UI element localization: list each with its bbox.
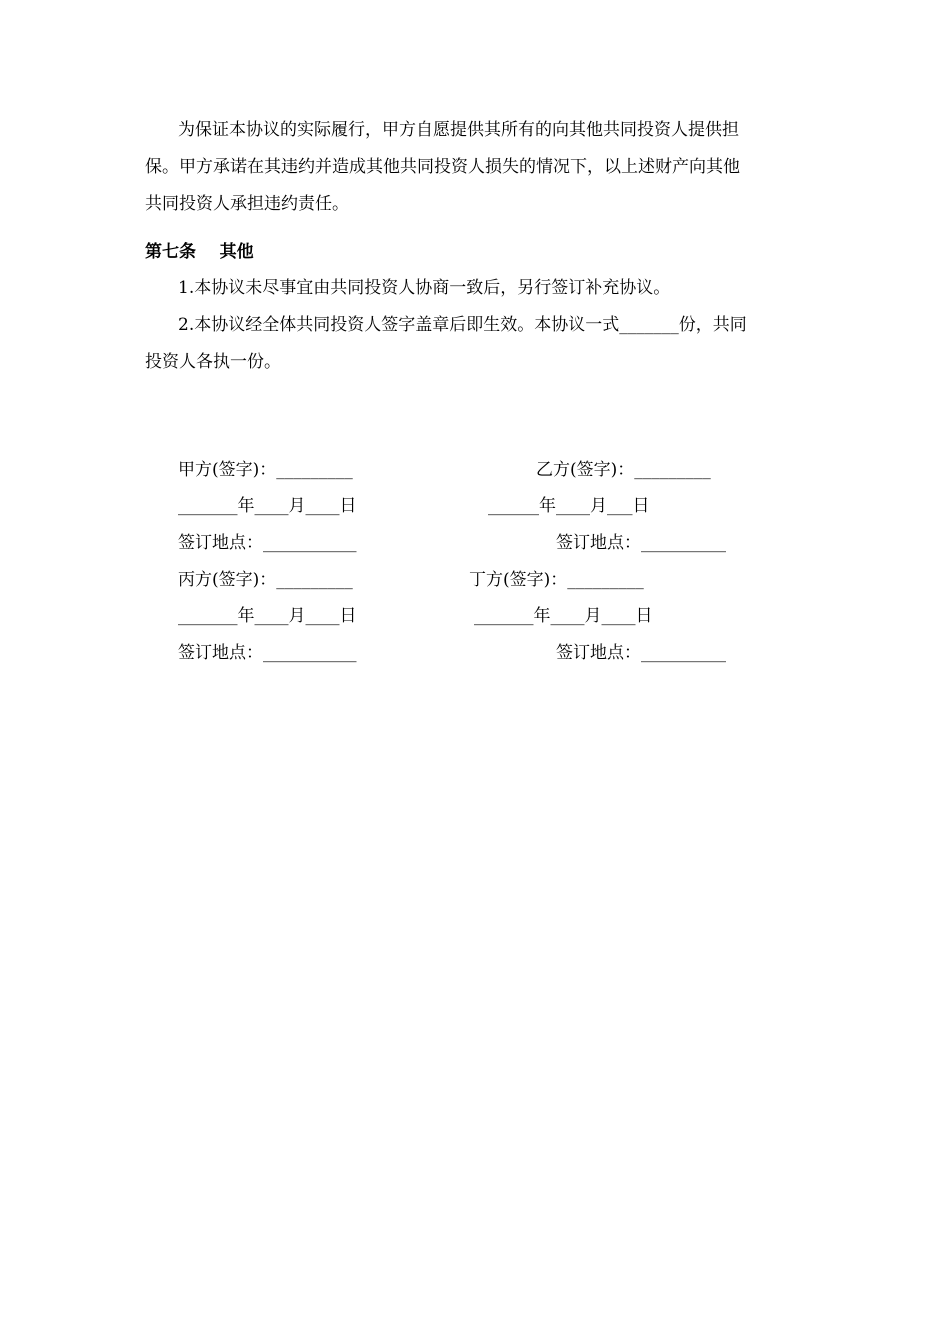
party-b-date-field: ______年____月___日 xyxy=(488,496,650,516)
party-b-place-field: 签订地点：__________ xyxy=(556,533,726,553)
party-d-place-field: 签订地点：__________ xyxy=(556,643,726,663)
article-7-item-2-line-1: 2.本协议经全体共同投资人签字盖章后即生效。本协议一式_______份，共同 xyxy=(178,315,747,335)
article-7-item-2-line-2: 投资人各执一份。 xyxy=(145,352,281,372)
article-7-item-1: 1.本协议未尽事宜由共同投资人协商一致后，另行签订补充协议。 xyxy=(178,278,671,298)
article-7-heading: 第七条 其他 xyxy=(145,242,254,262)
guarantee-paragraph-line-3: 共同投资人承担违约责任。 xyxy=(145,194,349,214)
party-d-signature-field: 丁方(签字)：_________ xyxy=(469,570,644,590)
guarantee-paragraph-line-2: 保。甲方承诺在其违约并造成其他共同投资人损失的情况下，以上述财产向其他 xyxy=(145,157,740,177)
party-d-date-field: _______年____月____日 xyxy=(474,606,653,626)
party-c-place-field: 签订地点：___________ xyxy=(178,643,357,663)
party-a-place-field: 签订地点：___________ xyxy=(178,533,357,553)
party-a-date-field: _______年____月____日 xyxy=(178,496,357,516)
party-c-date-field: _______年____月____日 xyxy=(178,606,357,626)
party-c-signature-field: 丙方(签字)：_________ xyxy=(178,570,353,590)
party-a-signature-field: 甲方(签字)：_________ xyxy=(178,460,353,480)
guarantee-paragraph-line-1: 为保证本协议的实际履行，甲方自愿提供其所有的向其他共同投资人提供担 xyxy=(178,120,739,140)
party-b-signature-field: 乙方(签字)：_________ xyxy=(536,460,711,480)
